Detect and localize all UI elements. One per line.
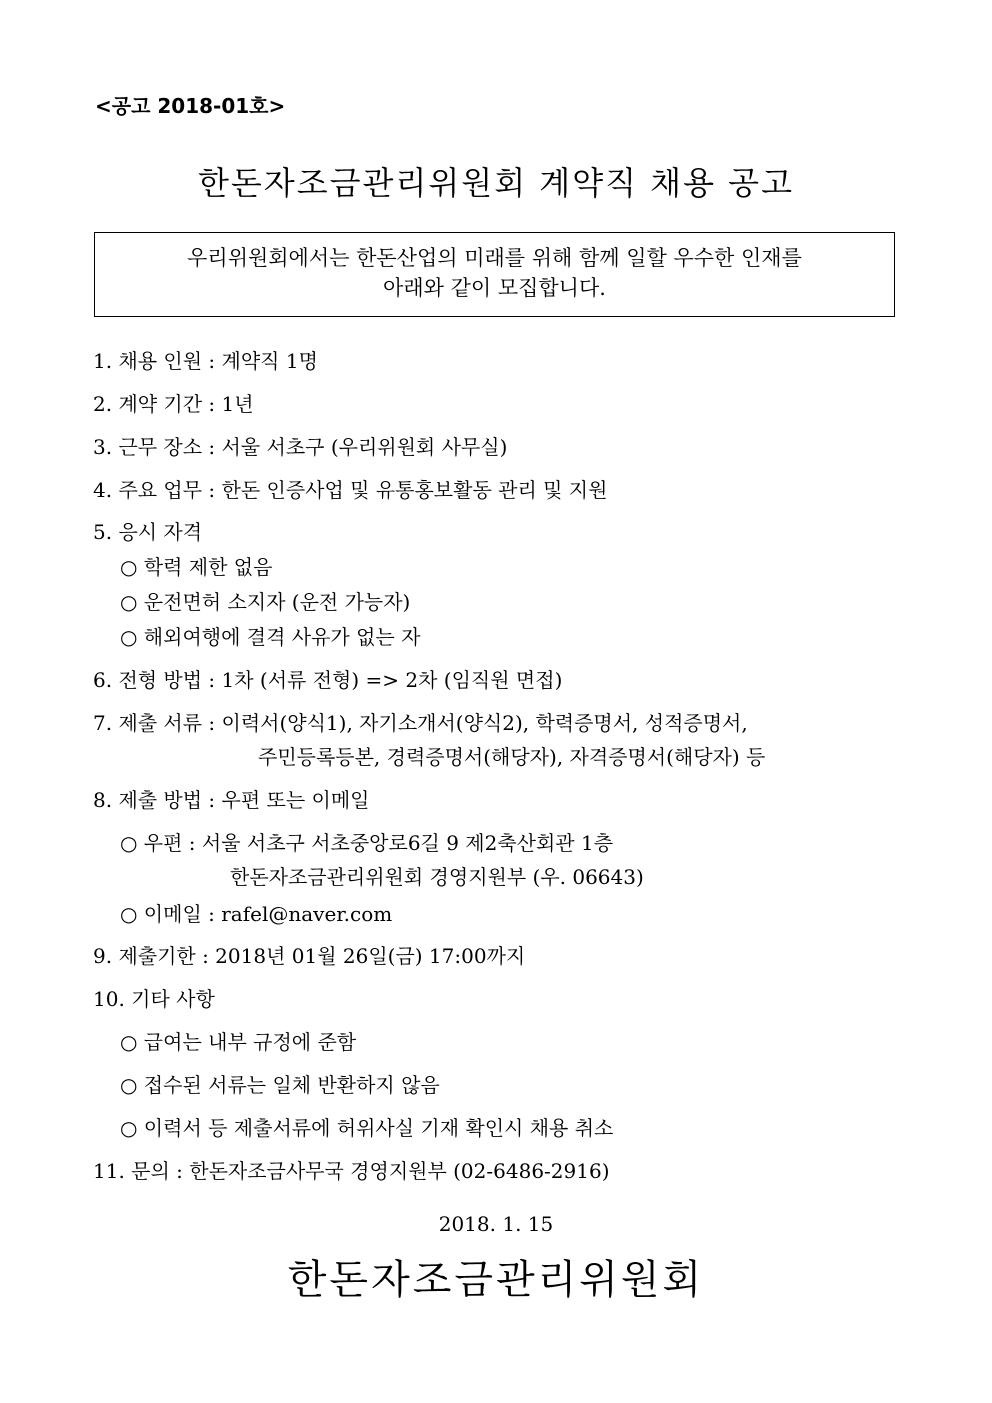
item-other: 10. 기타 사항 xyxy=(93,987,215,1011)
item-documents: 7. 제출 서류 : 이력서(양식1), 자기소개서(양식2), 학력증명서, 성적증명서, xyxy=(93,711,748,735)
page-title: 한돈자조금관리위원회 계약직 채용 공고 xyxy=(197,164,795,202)
item-documents-continued: 주민등록등본, 경력증명서(해당자), 자격증명서(해당자) 등 xyxy=(258,745,766,769)
intro-box xyxy=(94,232,895,317)
other-false-info: ○ 이력서 등 제출서류에 허위사실 기재 확인시 채용 취소 xyxy=(120,1116,614,1140)
other-no-return: ○ 접수된 서류는 일체 반환하지 않음 xyxy=(120,1073,440,1097)
intro-line-1: 우리위원회에서는 한돈산업의 미래를 위해 함께 일할 우수한 인재를 xyxy=(187,246,802,270)
qualification-travel: ○ 해외여행에 결격 사유가 없는 자 xyxy=(120,625,421,649)
item-main-duties: 4. 주요 업무 : 한돈 인증사업 및 유통홍보활동 관리 및 지원 xyxy=(93,478,608,502)
item-contract-period: 2. 계약 기간 : 1년 xyxy=(93,392,254,416)
item-recruit-count: 1. 채용 인원 : 계약직 1명 xyxy=(93,349,318,373)
notice-date: 2018. 1. 15 xyxy=(438,1212,554,1236)
organization-name: 한돈자조금관리위원회 xyxy=(287,1257,705,1303)
other-salary: ○ 급여는 내부 규정에 준함 xyxy=(120,1030,357,1054)
qualification-license: ○ 운전면허 소지자 (운전 가능자) xyxy=(120,590,411,614)
notice-number: <공고 2018-01호> xyxy=(95,94,286,118)
submission-email: ○ 이메일 : rafel@naver.com xyxy=(120,902,393,926)
item-selection-method: 6. 전형 방법 : 1차 (서류 전형) => 2차 (임직원 면접) xyxy=(93,668,563,692)
item-inquiry: 11. 문의 : 한돈자조금사무국 경영지원부 (02-6486-2916) xyxy=(93,1159,610,1183)
submission-mail-continued: 한돈자조금관리위원회 경영지원부 (우. 06643) xyxy=(230,865,644,889)
item-qualifications: 5. 응시 자격 xyxy=(93,520,203,544)
item-deadline: 9. 제출기한 : 2018년 01월 26일(금) 17:00까지 xyxy=(93,944,526,968)
item-work-location: 3. 근무 장소 : 서울 서초구 (우리위원회 사무실) xyxy=(93,435,508,459)
intro-line-2: 아래와 같이 모집합니다. xyxy=(383,276,606,300)
submission-mail: ○ 우편 : 서울 서초구 서초중앙로6길 9 제2축산회관 1층 xyxy=(120,831,614,855)
item-submission-method: 8. 제출 방법 : 우편 또는 이메일 xyxy=(93,788,370,812)
qualification-education: ○ 학력 제한 없음 xyxy=(120,555,273,579)
